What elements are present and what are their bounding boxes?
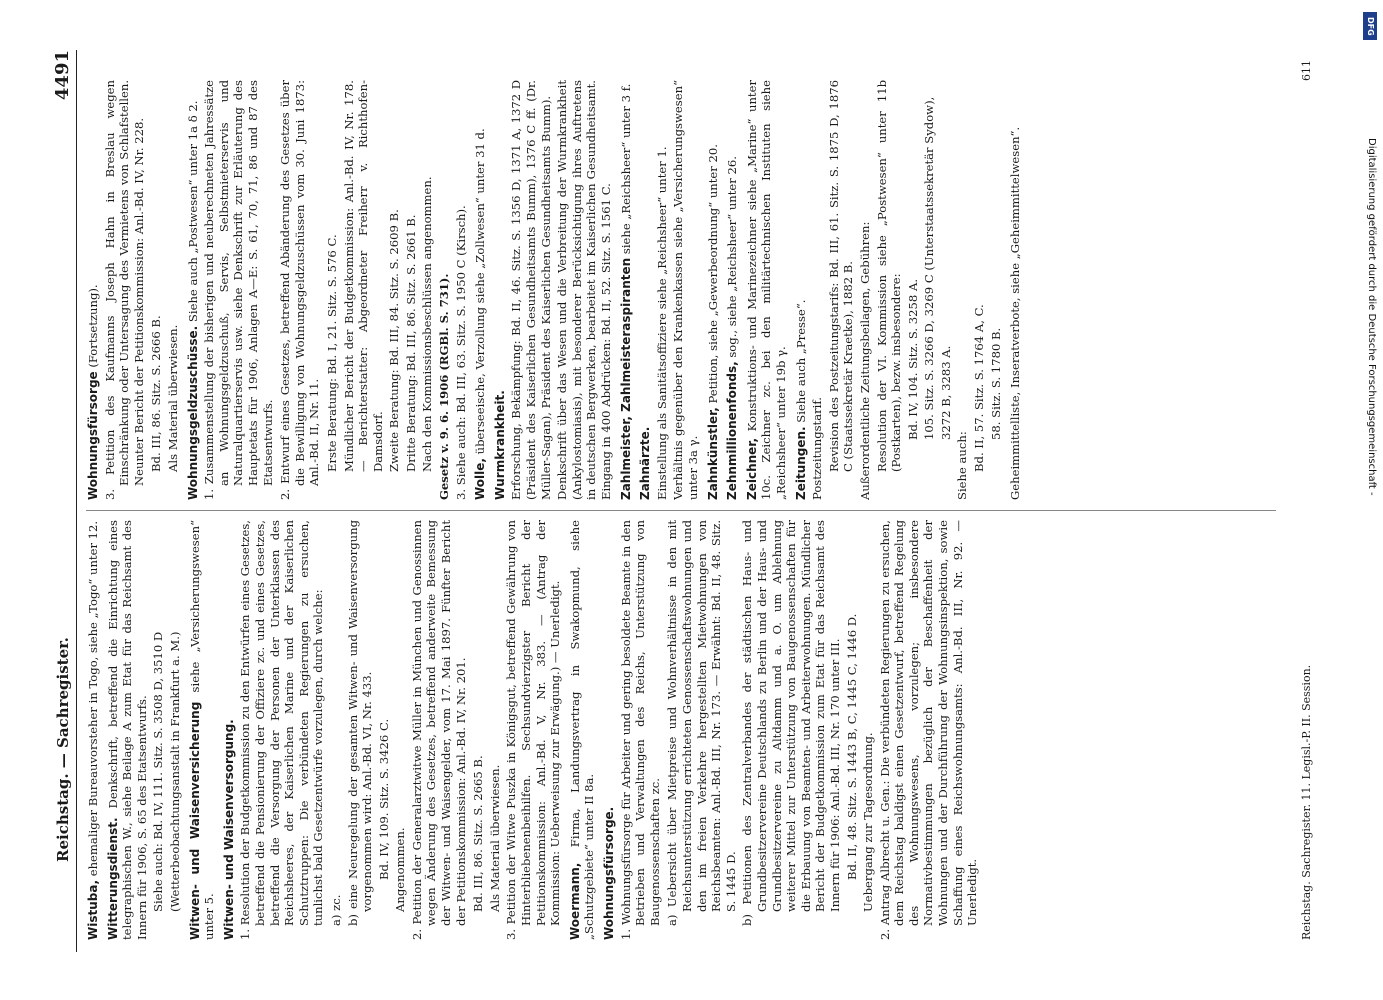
entry-zeichner <box>745 80 789 500</box>
entry-wohnungsgeldzuschuesse <box>186 80 469 500</box>
entry-text: Erforschung, Bekämpfung: Bd. II, 46. Sitz. S. 1356 D, 1371 A, 1372 D (Präsident des Kaiserlichen Gesundheitsamts Bumm), 1376 C ff. (Dr. Müller-Sagan), Präsident des Kaiserlichen Gesundheitsamts Bumm). <box>509 80 553 500</box>
left-column <box>86 520 1291 940</box>
entry-text: Revision des Postzeitungstarifs: Bd. III, 61. Sitz. S. 1875 D, 1876 C (Staatssekretär Kraetke), 1882 B. <box>826 80 856 472</box>
entry-ref: Bd. III, 86. Sitz. S. 2665 B. <box>471 755 486 912</box>
list-subitem: b) Petitionen des Zentralverbandes der städtischen Haus- und Grundbesitzervereine Deutschlands zu Berlin und der Haus- und Grundbesitzervereine zu Altdamm und a. O. um Ablehnung weiterer Mittel zur Unterstützung von Baugenossenschaften für die Erbauung von Beamten- und Arbeiterwohnungen. Mündlicher Bericht der Budgetkommission zum Etat für das Reichsamt des Innern für 1906: Anl.-Bd. III, Nr. 170 unter III. <box>740 520 842 926</box>
entry-wistuba <box>86 520 101 940</box>
headword: Zehnmillionenfonds, <box>725 361 740 500</box>
entry-result: Als Material überwiesen. <box>487 764 502 912</box>
entry-ref: Erste Beratung: Bd. I, 21. Sitz. S. 576 C. <box>324 234 339 472</box>
entry-text: siehe „Reichsheer“ unter 3 f. <box>618 83 633 255</box>
entry-witterungsdienst <box>106 520 183 940</box>
headword: Wohnungsfürsorge <box>86 371 100 500</box>
entry-wohnungsfuersorge-cont <box>86 80 181 500</box>
digitization-credit <box>1363 12 1379 997</box>
column-divider <box>86 510 1276 511</box>
credit-text: Digitalisierung gefördert durch die Deutsche Forschungsgemeinschaft - <box>1366 138 1377 496</box>
headword: Wurmkrankheit. <box>492 390 507 500</box>
entry-ref: Bd. II, 57. Sitz. S. 1764 A, C. <box>972 304 987 472</box>
entry-text: Denkschrift, betreffend die Einrichtung eines telegraphischen W., siehe Beilage A zum Etat für das Reichsamt des Innern für 1906, S. 65 des Etatsentwurfs. <box>105 520 149 940</box>
page-number: 4491 <box>52 50 73 101</box>
entry-zahnaerzte <box>638 80 700 500</box>
entry-woermann <box>568 520 597 940</box>
entry-result: Als Material überwiesen. <box>165 324 180 472</box>
headword: Witterungsdienst. <box>105 817 120 940</box>
entry-text: Verhältnis gegenüber den Krankenkassen siehe „Versicherungswesen“ unter 3a γ. <box>671 80 700 500</box>
headword: Wistuba, <box>86 879 100 940</box>
entry-text: siehe „Versicherungswesen“ unter 5. <box>187 520 217 940</box>
headword: Witwen- und Waisenversorgung. <box>221 719 236 940</box>
entry-wolle <box>473 80 488 500</box>
dfg-logo: DFG <box>1363 12 1377 40</box>
entry-result: Angenommen. <box>393 827 408 912</box>
entry-text: Siehe auch „Postwesen“ unter 1a δ 2. <box>185 100 200 323</box>
headword: Zahnkünstler, <box>705 407 720 500</box>
entry-text: Siehe auch „Presse“. <box>793 299 808 423</box>
headword: Witwen- und Waisenversicherung <box>187 701 202 940</box>
entry-witwen-waisenversorgung <box>222 520 563 940</box>
list-item: 3. Petition der Witwe Puszka in Königsgut, betreffend Gewährung von Hinterbliebenenbeihilfen. Sechsundvierzigster Bericht der Petitionskommission: Anl.-Bd. V, Nr. 383. — (Antrag der Kommission: Ueberweisung zur Erwägung.) — Unerledigt. <box>504 520 563 940</box>
list-item: 2. Antrag Albrecht u. Gen.: Die verbündeten Regierungen zu ersuchen, dem Reichstag baldigst einen Gesetzentwurf, betreffend Regelung des Wohnungswesens, vorzulegen; insbesondere Normativbestimmungen bezüglich der Beschaffenheit der Wohnungen und der Durchführung der Wohnungsinspektion, sowie Schaffung eines Reichswohnungsamts: Anl.-Bd. III, Nr. 92. — Unerledigt. <box>877 520 980 940</box>
entry-geheimmittelliste: Geheimmittelliste, Inseratverbote, siehe „Geheimmittelwesen“. <box>1008 126 1023 500</box>
headword: Woermann, <box>567 862 582 940</box>
entry-ref: 105. Sitz. S. 3266 D, 3269 C (Unterstaatssekretär Sydow), <box>922 96 937 440</box>
headword: Wolle, <box>473 458 488 500</box>
list-item: 3. Petition des Kaufmanns Joseph Hahn in Breslau wegen Einschränkung oder Untersagung des Vermietens von Schlafstellen. Neunter Bericht der Petitionskommission: Anl.-Bd. IV, Nr. 228. <box>102 80 146 500</box>
entry-text: überseeische, Verzollung siehe „Zollwesen“ unter 31 d. <box>473 128 488 455</box>
entry-zahlmeister <box>619 80 634 500</box>
entry-text: Resolution der VI. Kommission siehe „Postwesen“ unter 11b (Postkarten), bezw. insbesondere: <box>874 80 904 472</box>
entry-zahnkuenstler <box>706 80 721 500</box>
entry-ref: Bd. IV, 104. Sitz. S. 3258 A. <box>905 278 920 440</box>
entry-ref: Dritte Beratung: Bd. III, 86. Sitz. S. 2661 B. <box>403 214 418 472</box>
list-subitem: a) zc. <box>328 894 343 926</box>
headword: Zeitungen. <box>793 426 808 500</box>
entry-text: Postzeitungstarif. <box>810 397 825 500</box>
headword: Wohnungsfürsorge. <box>602 806 616 940</box>
entry-zeitungen <box>794 80 1004 500</box>
list-item: 1. Resolution der Budgetkommission zu den Entwürfen eines Gesetzes, betreffend die Pensionierung der Offiziere zc. und eines Gesetzes, betreffend die Versorgung der Personen der Unterklassen des Reichsheeres, der Kaiserlichen Marine und der Kaiserlichen Schutztruppen: Die verbündeten Regierungen zu ersuchen, tunlichst bald Gesetzentwürfe vorzulegen, durch welche: <box>238 520 326 940</box>
entry-text: Petition, siehe „Gewerbeordnung“ unter 20. <box>705 144 720 404</box>
list-subitem: a) Uebersicht über Mietpreise und Wohnverhältnisse in den mit Reichsunterstützung errichteten Genossenschaftswohnungen und den im freien Verkehre hergestellten Mietwohnungen von Reichsbeamten: Anl.-Bd. III, Nr. 173. — Erwähnt: Bd. II, 48. Sitz. S. 1445 D. <box>665 520 738 926</box>
running-head-title: Reichstag. — Sachregister. <box>54 637 72 862</box>
running-head <box>52 50 77 952</box>
entry-text: ehemaliger Bureauvorsteher in Togo, siehe „Togo“ unter 12. <box>86 520 100 877</box>
entry-ref: Bd. III, 86. Sitz. S. 2666 B. <box>149 315 164 472</box>
entry-witwen-waisenversicherung <box>188 520 217 940</box>
headword: Wohnungsgeldzuschüsse. <box>185 325 200 500</box>
headword: Zahnärzte. <box>638 426 653 500</box>
entry-text: Firma, Landungsvertrag in Swakopmund, siehe „Schutzgebiete“ unter II 8a. <box>567 520 597 940</box>
entry-text: sog., siehe „Reichsheer“ unter 26. <box>725 156 740 358</box>
entry-ref: 58. Sitz. S. 1780 B. <box>988 327 1003 440</box>
entry-ref: Mündlicher Bericht der Budgetkommission: Anl.-Bd. IV, Nr. 178. — Berichterstatter: Abgeordneter Freiherr v. Richthofen-Damsdorf. <box>341 80 385 472</box>
entry-text: Konstruktions- und Marinezeichner siehe „Marine“ unter 10c. Zeichner zc. bei den militärtechnischen Instituten siehe „Reichsheer“ unter 19b γ. <box>744 80 788 500</box>
sheet-number: 611 <box>1300 60 1313 81</box>
right-column <box>86 80 1291 500</box>
entry-wurmkrankheit <box>493 80 614 500</box>
page-footer: Reichstag. Sachregister. 11. Legisl.-P. II. Session. <box>1300 664 1313 940</box>
entry-note: (Wetterbeobachtungsanstalt in Frankfurt a. M.) <box>167 631 182 912</box>
entry-zehnmillionenfonds <box>725 80 740 500</box>
entry-wohnungsfuersorge <box>602 520 980 940</box>
entry-ref: Siehe auch: Bd. IV, 111. Sitz. S. 3508 D, 3510 D <box>151 631 166 912</box>
list-item: 1. Wohnungsfürsorge für Arbeiter und gering besoldete Beamte in den Betrieben und Verwaltungen des Reichs, Unterstützung von Baugenossenschaften zc. <box>618 520 662 940</box>
entry-ref: 3272 B, 3283 A. <box>938 345 953 440</box>
law-reference: Gesetz v. 9. 6. 1906 (RGBl. S. 731). <box>437 273 452 500</box>
entry-text: (Fortsetzung). <box>86 284 100 368</box>
list-subitem: b) eine Neuregelung der gesamten Witwen- und Waisenversorgung vorgenommen wird: Anl.-Bd. VI, Nr. 433. <box>345 520 375 926</box>
list-item: 1. Zusammenstellung der bisherigen und neuberechneten Jahressätze an Wohnungsgeldzuschuß, Servis, Selbstmieterservis und Naturalquartierservis usw. siehe Denkschrift zur Erläuterung des Hauptetats für 1906, Anlagen A—E: S. 61, 70, 71, 86 und 87 des Etatsentwurfs. <box>202 80 275 500</box>
entry-ref: Zweite Beratung: Bd. III, 84. Sitz. S. 2609 B. <box>387 209 402 472</box>
list-item: 2. Petition der Generalarztwitwe Müller in München und Genossinnen wegen Änderung des Gesetzes, betreffend anderweite Bemessung der Witwen- und Waisengelder, vom 17. Mai 1897. Fünfter Bericht der Petitionskommission: Anl.-Bd. IV, Nr. 201. <box>409 520 468 940</box>
entry-text: Denkschrift über das Wesen und die Verbreitung der Wurmkrankheit (Ankylostomiasis), mit besonderer Berücksichtigung ihres Auftretens in deutschen Bergwerken, bearbeitet im Kaiserlichen Gesundheitsamt. Eingang in 400 Abdrücken: Bd. II, 52. Sitz. S. 1561 C. <box>555 80 613 500</box>
entry-text: Außerordentliche Zeitungsbeilagen, Gebühren: <box>857 221 872 500</box>
list-item: 2. Entwurf eines Gesetzes, betreffend Abänderung des Gesetzes über die Bewilligung von Wohnungsgeldzuschüssen vom 30. Juni 1873: Anl.-Bd. II, Nr. 11. <box>278 80 322 500</box>
entry-result: Nach den Kommissionsbeschlüssen angenommen. <box>420 176 435 472</box>
entry-text: Siehe auch: <box>955 431 970 500</box>
entry-ref: Bd. IV, 109. Sitz. S. 3426 C. <box>376 718 391 880</box>
list-item: 3. Siehe auch: Bd. III, 63. Sitz. S. 1950 C (Kirsch). <box>453 205 468 500</box>
entry-result: Uebergang zur Tagesordnung. <box>861 732 876 912</box>
entry-ref: Bd. II, 48. Sitz. S. 1443 B, C, 1445 C, 1446 D. <box>844 613 859 880</box>
entry-text: Einstellung als Sanitätsoffiziere siehe „Reichsheer“ unter 1. <box>654 146 669 500</box>
headword: Zahlmeister, Zahlmeisteraspiranten <box>618 257 633 500</box>
headword: Zeichner, <box>744 437 759 500</box>
